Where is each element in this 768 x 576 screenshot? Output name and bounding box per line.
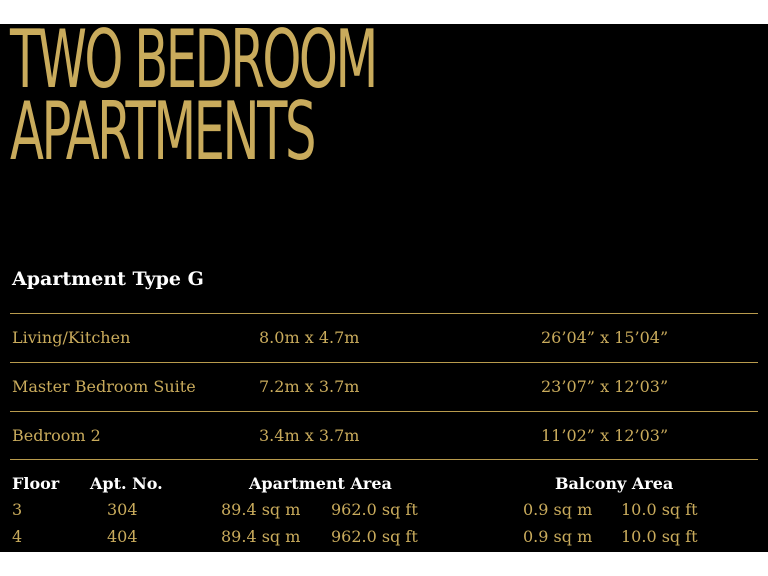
room-imperial-dimensions: 11’02” x 12’03”: [541, 426, 669, 445]
column-header-apartment-area: Apartment Area: [249, 474, 392, 493]
room-name: Bedroom 2: [12, 426, 101, 445]
column-header-apt-no: Apt. No.: [90, 474, 163, 493]
apartment-info-panel: [0, 24, 768, 552]
room-metric-dimensions: 3.4m x 3.7m: [259, 426, 360, 445]
room-imperial-dimensions: 26’04” x 15’04”: [541, 328, 669, 347]
balcony-sqft-cell: 10.0 sq ft: [621, 500, 698, 519]
apt-no-cell: 404: [107, 527, 138, 546]
apt-area-sqft-cell: 962.0 sq ft: [331, 527, 418, 546]
room-row-bedroom-2: [10, 411, 758, 460]
room-metric-dimensions: 7.2m x 3.7m: [259, 377, 360, 396]
floor-cell: 3: [12, 500, 23, 519]
room-metric-dimensions: 8.0m x 4.7m: [259, 328, 360, 347]
balcony-sqm-cell: 0.9 sq m: [523, 500, 593, 519]
title-line-1: TWO BEDROOM: [10, 24, 376, 106]
floor-cell: 4: [12, 527, 23, 546]
apartment-type-heading: Apartment Type G: [12, 268, 204, 290]
apt-area-sqft-cell: 962.0 sq ft: [331, 500, 418, 519]
room-row-living-kitchen: [10, 313, 758, 362]
apt-no-cell: 304: [107, 500, 138, 519]
balcony-sqft-cell: 10.0 sq ft: [621, 527, 698, 546]
room-name: Living/Kitchen: [12, 328, 131, 347]
room-row-master-bedroom: [10, 362, 758, 411]
room-name: Master Bedroom Suite: [12, 377, 196, 396]
column-header-floor: Floor: [12, 474, 60, 493]
title-line-2: APARTMENTS: [10, 85, 314, 178]
divider: [10, 459, 758, 460]
balcony-sqm-cell: 0.9 sq m: [523, 527, 593, 546]
room-imperial-dimensions: 23’07” x 12’03”: [541, 377, 669, 396]
apt-area-sqm-cell: 89.4 sq m: [221, 527, 301, 546]
apt-area-sqm-cell: 89.4 sq m: [221, 500, 301, 519]
page-title: [10, 24, 376, 178]
column-header-balcony-area: Balcony Area: [555, 474, 674, 493]
